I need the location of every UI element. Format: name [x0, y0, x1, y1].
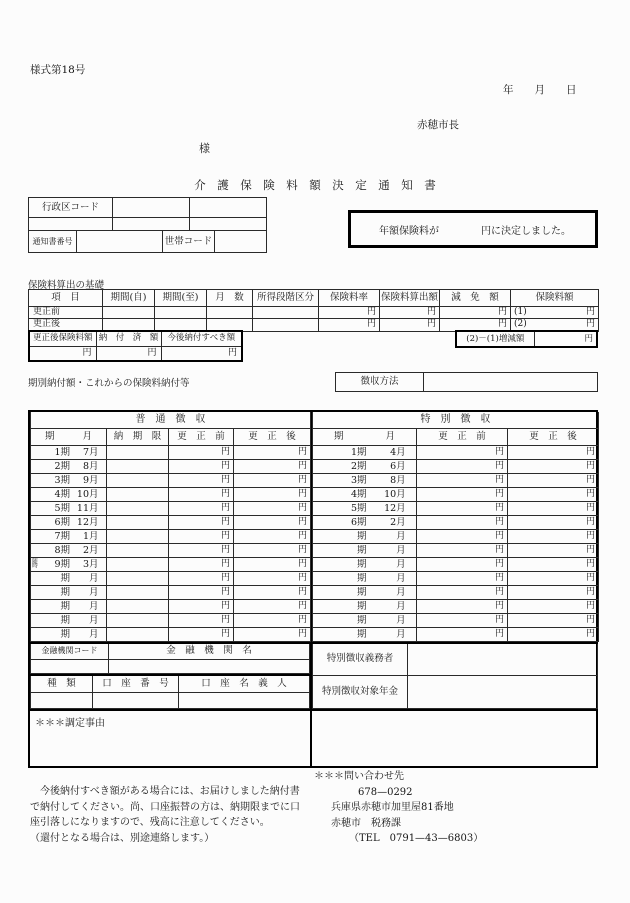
premium-cell	[511, 307, 599, 319]
special-row	[313, 487, 599, 501]
special-collection-empty-cell	[312, 709, 598, 766]
due-date-header: 納 期 限	[107, 428, 169, 445]
month-label: 3月	[82, 558, 99, 570]
month-label: 月	[396, 572, 406, 584]
pension-value-cell	[408, 676, 598, 709]
period-month-cell	[31, 557, 107, 571]
amount-after-cell: 円	[508, 459, 599, 473]
amount-before-cell: 円	[169, 473, 234, 487]
month-label: 月	[396, 600, 406, 612]
month-label: 月	[396, 558, 406, 570]
month-label: 月	[396, 586, 406, 598]
due-date-cell	[107, 445, 169, 459]
month-label: 7月	[82, 446, 99, 458]
empty-cell	[253, 319, 319, 331]
calc-unit: 円	[380, 307, 440, 319]
special-row	[313, 529, 599, 543]
due-date-cell	[107, 613, 169, 627]
due-date-cell	[107, 557, 169, 571]
due-date-cell	[107, 459, 169, 473]
month-label: 6月	[390, 460, 406, 472]
period-label: 5期	[54, 502, 70, 514]
amount-after-cell: 円	[234, 599, 311, 613]
collection-method-value-cell	[424, 373, 598, 392]
period-label: 6期	[351, 516, 367, 528]
period-label: 期	[60, 586, 70, 598]
empty-cell	[113, 218, 190, 231]
amount-after-cell: 円	[508, 585, 599, 599]
amount-before-cell: 円	[417, 445, 508, 459]
due-date-cell	[107, 473, 169, 487]
period-month-cell	[31, 529, 107, 543]
col-reduction: 減 免 額	[440, 290, 511, 307]
amount-after-cell: 円	[508, 473, 599, 487]
ordinary-row	[31, 585, 311, 599]
annual-premium-prefix: 年額保険料が	[379, 225, 439, 237]
period-month-cell	[313, 627, 417, 641]
due-date-cell	[107, 487, 169, 501]
form-number: 様式第18号	[30, 64, 86, 76]
amount-after-cell: 円	[234, 473, 311, 487]
amount-after-cell: 円	[508, 571, 599, 585]
rate-unit: 円	[319, 307, 380, 319]
period-label: 6期	[54, 516, 70, 528]
notice-number-value-cell	[77, 231, 163, 253]
period-header: 期	[333, 431, 344, 442]
admin-code-label: 行政区コード	[29, 198, 113, 218]
amount-before-cell: 円	[417, 543, 508, 557]
period-month-cell	[313, 501, 417, 515]
col-period-from: 期間(自)	[103, 290, 155, 307]
account-number-value-cell	[93, 692, 179, 708]
amount-after-cell: 円	[508, 529, 599, 543]
amount-after-cell: 円	[508, 515, 599, 529]
amount-before-cell: 円	[417, 459, 508, 473]
month-header: 月	[82, 431, 92, 442]
period-month-cell	[313, 473, 417, 487]
period-month-cell	[313, 571, 417, 585]
amount-before-cell: 円	[169, 459, 234, 473]
period-header: 期	[44, 431, 55, 442]
difference-unit: 円	[534, 331, 597, 347]
calc-basis-section-title: 保険料算出の基礎	[28, 280, 105, 291]
period-label: 期	[357, 600, 367, 612]
contact-postal-code: 678—0292	[358, 786, 413, 798]
account-holder-value-cell	[179, 692, 310, 708]
amount-before-cell: 円	[169, 501, 234, 515]
period-month-cell	[31, 445, 107, 459]
amount-before-cell: 円	[417, 613, 508, 627]
special-row	[313, 599, 599, 613]
special-row	[313, 557, 599, 571]
amount-before-cell: 円	[169, 557, 234, 571]
amount-before-cell: 円	[169, 585, 234, 599]
ordinary-row	[31, 501, 311, 515]
calc-basis-table	[28, 289, 599, 332]
obligor-label: 特別徴収義務者	[313, 643, 408, 676]
month-label: 月	[88, 628, 99, 640]
period-month-cell	[31, 613, 107, 627]
month-label: 月	[88, 572, 99, 584]
premium-unit: 円	[585, 307, 595, 317]
period-month-cell	[31, 585, 107, 599]
month-label: 月	[88, 600, 99, 612]
due-date-cell	[107, 529, 169, 543]
period-month-cell	[313, 529, 417, 543]
pension-label: 特別徴収対象年金	[313, 676, 408, 709]
empty-cell	[29, 218, 113, 231]
special-row	[313, 571, 599, 585]
amount-after-cell: 円	[234, 627, 311, 641]
amount-after-cell: 円	[234, 557, 311, 571]
special-row	[313, 543, 599, 557]
bank-table	[30, 642, 310, 675]
document-title: 介 護 保 険 料 額 決 定 通 知 書	[194, 178, 436, 192]
amount-before-cell: 円	[417, 501, 508, 515]
empty-cell	[253, 307, 319, 319]
amount-before-cell: 円	[169, 487, 234, 501]
month-label: 4月	[390, 446, 406, 458]
period-label: 期	[357, 614, 367, 626]
special-collection-table	[312, 642, 598, 710]
period-label: 期	[357, 628, 367, 640]
amount-before-cell: 円	[417, 487, 508, 501]
amount-after-cell: 円	[234, 501, 311, 515]
due-date-cell	[107, 501, 169, 515]
payment-summary-table	[28, 330, 243, 362]
amount-after-cell: 円	[234, 529, 311, 543]
period-label: 期	[357, 572, 367, 584]
period-label: 1期	[54, 446, 70, 458]
period-month-cell	[31, 599, 107, 613]
amount-after-cell: 円	[508, 613, 599, 627]
amount-before-cell: 円	[417, 571, 508, 585]
period-month-cell	[313, 487, 417, 501]
period-label: 期	[60, 628, 70, 640]
col-premium-amount: 保険料額	[511, 290, 599, 307]
month-label: 12月	[76, 516, 99, 528]
amount-before-cell: 円	[169, 599, 234, 613]
amount-before-cell: 円	[169, 571, 234, 585]
account-type-value-cell	[31, 692, 93, 708]
col-months: 月 数	[207, 290, 253, 307]
amount-after-cell: 円	[508, 557, 599, 571]
period-label: 4期	[351, 488, 367, 500]
assessment-reason-label: ＊＊＊調定事由	[35, 717, 105, 729]
bank-code-value-cell	[31, 660, 109, 674]
obligor-value-cell	[408, 643, 598, 676]
ordinary-row	[31, 543, 311, 557]
due-date-cell	[107, 599, 169, 613]
period-month-cell	[31, 627, 107, 641]
contact-phone: （TEL 0791—43—6803）	[349, 833, 484, 844]
special-title: 特 別 徴 収	[313, 412, 599, 428]
month-label: 1月	[82, 530, 99, 542]
account-number-label: 口 座 番 号	[93, 675, 179, 692]
period-section-title: 期別納付額・これからの保険料納付等	[28, 378, 190, 389]
household-code-label: 世帯コード	[163, 231, 215, 253]
period-month-cell	[313, 613, 417, 627]
special-row	[313, 473, 599, 487]
amount-after-cell: 円	[234, 487, 311, 501]
reduction-unit: 円	[440, 307, 511, 319]
period-month-cell	[313, 459, 417, 473]
ordinary-row	[31, 613, 311, 627]
amount-before-cell: 円	[417, 599, 508, 613]
payment-periods-table	[28, 410, 598, 768]
special-row	[313, 515, 599, 529]
period-month-cell	[31, 487, 107, 501]
amount-before-cell: 円	[169, 515, 234, 529]
period-month-cell	[313, 599, 417, 613]
amount-after-cell: 円	[234, 585, 311, 599]
month-label: 11月	[76, 502, 99, 514]
contact-block	[314, 769, 483, 847]
period-month-cell	[31, 459, 107, 473]
month-label: 月	[396, 628, 406, 640]
empty-cell	[155, 307, 207, 319]
period-month-cell	[313, 543, 417, 557]
contact-address: 兵庫県赤穂市加里屋81番地	[331, 802, 454, 813]
col-calculated-amount: 保険料算出額	[380, 290, 440, 307]
period-label: 2期	[351, 460, 367, 472]
bank-code-label: 金融機関コード	[31, 643, 109, 660]
date-line: 年 月 日	[503, 84, 577, 96]
addressee-suffix: 様	[199, 142, 210, 155]
due-date-cell	[107, 515, 169, 529]
amount-after-cell: 円	[508, 627, 599, 641]
collection-method-label: 徴収方法	[336, 373, 424, 392]
annual-premium-suffix: 円に決定しました。	[481, 225, 571, 237]
amount-before-cell: 円	[417, 515, 508, 529]
amount-before-cell: 円	[169, 529, 234, 543]
period-label: 期	[60, 572, 70, 584]
special-period-month-header	[313, 428, 417, 445]
period-label: 3期	[54, 474, 70, 486]
premium-no: (2)	[514, 319, 527, 330]
period-month-cell	[31, 571, 107, 585]
month-label: 月	[396, 614, 406, 626]
difference-box	[455, 330, 598, 348]
period-month-cell	[313, 515, 417, 529]
due-date-cell	[107, 571, 169, 585]
amount-after-cell: 円	[234, 445, 311, 459]
summary-after-label: 更正後保険料額	[29, 331, 96, 346]
amount-before-cell: 円	[169, 613, 234, 627]
bank-name-label: 金 融 機 関 名	[109, 643, 310, 660]
month-label: 10月	[384, 488, 406, 500]
premium-unit: 円	[585, 319, 595, 330]
month-label: 2月	[390, 516, 406, 528]
period-label: 7期	[54, 530, 70, 542]
occasional-marker: 随時	[31, 557, 37, 567]
assessment-reason-cell	[30, 709, 310, 767]
period-label: 期	[357, 558, 367, 570]
annual-premium-box	[348, 210, 598, 248]
amount-after-cell: 円	[234, 543, 311, 557]
month-label: 2月	[82, 544, 99, 556]
month-label: 8月	[82, 460, 99, 472]
contact-title: ＊＊＊問い合わせ先	[314, 771, 404, 782]
period-month-cell	[31, 515, 107, 529]
special-row	[313, 627, 599, 641]
empty-cell	[190, 218, 267, 231]
special-row	[313, 459, 599, 473]
bank-name-value-cell	[109, 660, 310, 674]
row-before-label: 更正前	[29, 307, 103, 319]
special-collection-half	[312, 412, 598, 766]
before-correction-header: 更 正 前	[169, 428, 234, 445]
amount-after-cell: 円	[234, 613, 311, 627]
month-label: 月	[396, 544, 406, 556]
due-date-cell	[107, 627, 169, 641]
amount-before-cell: 円	[417, 473, 508, 487]
row-after-label: 更正後	[29, 319, 103, 331]
account-type-label: 種 類	[31, 675, 93, 692]
ordinary-row	[31, 599, 311, 613]
summary-due-unit: 円	[161, 346, 242, 361]
period-label: 期	[357, 586, 367, 598]
admin-code-table	[28, 197, 267, 231]
amount-before-cell: 円	[417, 529, 508, 543]
due-date-cell	[107, 543, 169, 557]
notice-number-table	[28, 230, 267, 253]
summary-after-unit: 円	[29, 346, 96, 361]
account-table	[30, 674, 310, 709]
after-correction-header: 更 正 後	[234, 428, 311, 445]
ordinary-period-month-header	[31, 428, 107, 445]
ordinary-row	[31, 529, 311, 543]
empty-cell	[207, 307, 253, 319]
period-month-cell	[313, 445, 417, 459]
period-month-cell	[31, 473, 107, 487]
account-holder-label: 口 座 名 義 人	[179, 675, 310, 692]
code-block	[28, 197, 266, 253]
contact-office: 赤穂市 税務課	[331, 817, 401, 829]
amount-after-cell: 円	[508, 599, 599, 613]
amount-before-cell: 円	[169, 543, 234, 557]
ordinary-row	[31, 459, 311, 473]
period-label: 3期	[351, 474, 367, 486]
col-item: 項 目	[29, 290, 103, 307]
before-correction-header: 更 正 前	[417, 428, 508, 445]
ordinary-row	[31, 515, 311, 529]
summary-paid-label: 納 付 済 額	[96, 331, 161, 346]
amount-before-cell: 円	[417, 585, 508, 599]
reduction-unit: 円	[440, 319, 511, 331]
col-period-to: 期間(至)	[155, 290, 207, 307]
amount-after-cell: 円	[508, 501, 599, 515]
ordinary-title: 普 通 徴 収	[31, 412, 311, 428]
period-label: 2期	[54, 460, 70, 472]
amount-before-cell: 円	[169, 445, 234, 459]
period-month-cell	[313, 557, 417, 571]
after-correction-header: 更 正 後	[508, 428, 599, 445]
summary-due-label: 今後納付すべき額	[161, 331, 242, 346]
period-label: 期	[60, 600, 70, 612]
rate-unit: 円	[319, 319, 380, 331]
special-row	[313, 445, 599, 459]
amount-before-cell: 円	[169, 627, 234, 641]
period-month-cell	[31, 501, 107, 515]
month-label: 月	[396, 530, 406, 542]
col-income-bracket: 所得段階区分	[253, 290, 319, 307]
period-label: 9期	[54, 558, 70, 570]
special-row	[313, 613, 599, 627]
due-date-cell	[107, 585, 169, 599]
month-label: 10月	[76, 488, 99, 500]
premium-no: (1)	[514, 307, 527, 317]
difference-label: (2)－(1)増減額	[456, 331, 534, 347]
ordinary-row	[31, 487, 311, 501]
special-row	[313, 501, 599, 515]
amount-before-cell: 円	[417, 557, 508, 571]
empty-cell	[103, 307, 155, 319]
special-row	[313, 585, 599, 599]
month-label: 月	[88, 586, 99, 598]
amount-after-cell: 円	[508, 487, 599, 501]
amount-after-cell: 円	[508, 543, 599, 557]
period-label: 5期	[351, 502, 367, 514]
ordinary-row	[31, 571, 311, 585]
amount-after-cell: 円	[508, 445, 599, 459]
ordinary-row	[31, 445, 311, 459]
note-line: 座引落しになりますので、残高に注意してください。	[30, 817, 270, 828]
admin-code-value-cell	[113, 198, 190, 218]
amount-after-cell: 円	[234, 459, 311, 473]
amount-before-cell: 円	[417, 627, 508, 641]
period-label: 期	[357, 530, 367, 542]
mayor-name: 赤穂市長	[417, 119, 459, 131]
period-label: 8期	[54, 544, 70, 556]
notice-number-label: 通知書番号	[29, 231, 77, 253]
admin-code-value-cell2	[190, 198, 267, 218]
ordinary-row	[31, 627, 311, 641]
period-label: 1期	[351, 446, 367, 458]
col-premium-rate: 保険料率	[319, 290, 380, 307]
ordinary-row	[31, 473, 311, 487]
summary-paid-unit: 円	[96, 346, 161, 361]
month-label: 月	[88, 614, 99, 626]
calc-unit: 円	[380, 319, 440, 331]
household-code-value-cell	[215, 231, 267, 253]
period-month-cell	[31, 543, 107, 557]
period-label: 期	[357, 544, 367, 556]
period-label: 期	[60, 614, 70, 626]
amount-after-cell: 円	[234, 571, 311, 585]
note-line: で納付してください。尚、口座振替の方は、納期限までに口	[30, 801, 300, 813]
month-label: 12月	[384, 502, 406, 514]
period-label: 4期	[54, 488, 70, 500]
amount-after-cell: 円	[234, 515, 311, 529]
month-label: 8月	[390, 474, 406, 486]
note-line: 今後納付すべき額がある場合には、お届けしました納付書	[30, 786, 300, 797]
ordinary-row	[31, 557, 311, 571]
note-line: （還付となる場合は、別途連絡します。）	[30, 832, 215, 844]
ordinary-collection-half	[30, 412, 312, 766]
collection-method-box	[335, 372, 598, 392]
period-month-cell	[313, 585, 417, 599]
month-header: 月	[385, 431, 395, 442]
month-label: 9月	[82, 474, 99, 486]
